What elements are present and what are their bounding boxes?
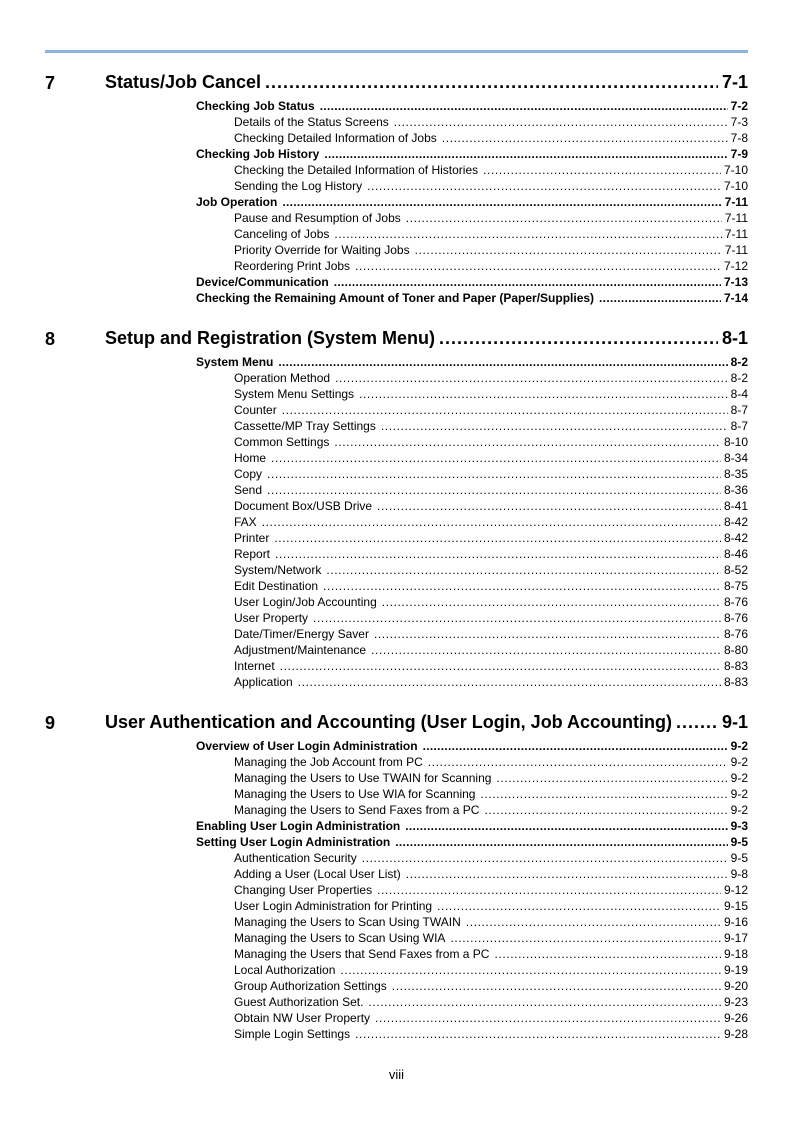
entry-page-number: 8-76	[723, 627, 748, 641]
entry-page-number: 8-76	[723, 611, 748, 625]
chapter-title-line	[105, 70, 748, 96]
chapter-page-number: 7-1	[721, 72, 748, 92]
entry-title: Guest Authorization Set.	[234, 995, 364, 1009]
dot-leader	[282, 402, 728, 418]
entry-title: Send	[234, 483, 263, 497]
entry-title: Application	[234, 675, 293, 689]
dot-leader	[371, 642, 721, 658]
entry-page-number: 9-16	[723, 915, 748, 929]
entry-title: Internet	[234, 659, 275, 673]
entry-title: Copy	[234, 467, 263, 481]
entry-title: User Login Administration for Printing	[234, 899, 433, 913]
entry-title: Document Box/USB Drive	[234, 499, 373, 513]
entry-page-number: 7-12	[723, 259, 748, 273]
toc-subsection-entry[interactable]	[234, 562, 748, 578]
entry-title: Checking the Detailed Information of Histories	[234, 163, 479, 177]
entry-page-number: 9-2	[730, 787, 748, 801]
toc-subsection-entry[interactable]	[234, 674, 748, 690]
toc-entry-list	[0, 98, 793, 306]
entry-title: Printer	[234, 531, 270, 545]
entry-page-number: 8-7	[730, 419, 748, 433]
entry-page-number: 9-23	[723, 995, 748, 1009]
dot-leader	[278, 354, 727, 370]
toc-subsection-entry[interactable]	[234, 898, 748, 914]
toc-section-entry[interactable]	[196, 290, 748, 306]
page-number: viii	[388, 1067, 405, 1082]
dot-leader	[494, 946, 721, 962]
entry-page-number: 7-11	[724, 195, 748, 209]
toc-subsection-entry[interactable]	[234, 882, 748, 898]
toc-entry-list	[0, 738, 793, 1042]
dot-leader	[282, 194, 721, 210]
dot-leader	[324, 146, 727, 162]
entry-page-number: 9-17	[723, 931, 748, 945]
entry-page-number: 8-34	[723, 451, 748, 465]
dot-leader	[382, 594, 721, 610]
toc-subsection-entry[interactable]	[234, 1026, 748, 1042]
dot-leader	[313, 610, 721, 626]
entry-title: Local Authorization	[234, 963, 336, 977]
toc-entry-list	[0, 354, 793, 690]
toc-subsection-entry[interactable]	[234, 978, 748, 994]
toc-subsection-entry[interactable]	[234, 370, 748, 386]
entry-title: Date/Timer/Energy Saver	[234, 627, 369, 641]
toc-subsection-entry[interactable]	[234, 1010, 748, 1026]
entry-page-number: 9-2	[730, 803, 748, 817]
dot-leader	[405, 818, 727, 834]
entry-page-number: 8-7	[730, 403, 748, 417]
entry-page-number: 9-5	[730, 835, 748, 849]
toc-subsection-entry[interactable]	[234, 450, 748, 466]
dot-leader	[484, 802, 727, 818]
entry-title: System/Network	[234, 563, 322, 577]
chapter-title: Status/Job Cancel	[105, 72, 262, 92]
dot-leader	[275, 546, 721, 562]
entry-page-number: 9-5	[730, 851, 748, 865]
dot-leader	[428, 754, 728, 770]
entry-title: Managing the Users that Send Faxes from a PC	[234, 947, 490, 961]
toc-section-entry[interactable]	[196, 146, 748, 162]
dot-leader	[326, 562, 721, 578]
toc-section-entry[interactable]	[196, 738, 748, 754]
toc-subsection-entry[interactable]	[234, 482, 748, 498]
toc-subsection-entry[interactable]	[234, 242, 748, 258]
dot-leader	[377, 498, 721, 514]
entry-title: Operation Method	[234, 371, 331, 385]
dot-leader	[340, 962, 721, 978]
dot-leader	[335, 370, 728, 386]
toc-section-entry[interactable]	[196, 274, 748, 290]
dot-leader	[381, 418, 728, 434]
entry-title: Managing the Users to Scan Using WIA	[234, 931, 446, 945]
toc-subsection-entry[interactable]	[234, 210, 748, 226]
entry-title: Checking Job History	[196, 147, 320, 161]
entry-page-number: 9-18	[723, 947, 748, 961]
toc-subsection-entry[interactable]	[234, 946, 748, 962]
entry-title: Details of the Status Screens	[234, 115, 389, 129]
chapter-heading[interactable]	[0, 70, 793, 96]
entry-page-number: 7-11	[724, 243, 748, 257]
toc-subsection-entry[interactable]	[234, 530, 748, 546]
entry-title: Common Settings	[234, 435, 330, 449]
entry-title: FAX	[234, 515, 257, 529]
dot-leader	[442, 130, 728, 146]
entry-page-number: 7-2	[730, 99, 748, 113]
dot-leader	[368, 994, 721, 1010]
toc-subsection-entry[interactable]	[234, 226, 748, 242]
toc-subsection-entry[interactable]	[234, 866, 748, 882]
entry-title: Managing the Users to Use WIA for Scanning	[234, 787, 476, 801]
toc-section-entry[interactable]	[196, 818, 748, 834]
dot-leader	[395, 834, 727, 850]
entry-title: Simple Login Settings	[234, 1027, 351, 1041]
toc-subsection-entry[interactable]	[234, 994, 748, 1010]
entry-title: User Property	[234, 611, 309, 625]
entry-page-number: 9-2	[730, 771, 748, 785]
dot-leader	[599, 290, 721, 306]
toc-subsection-entry[interactable]	[234, 114, 748, 130]
entry-title: Checking Job Status	[196, 99, 315, 113]
dot-leader	[334, 434, 721, 450]
dot-leader	[355, 258, 721, 274]
dot-leader	[267, 466, 721, 482]
dot-leader	[355, 1026, 721, 1042]
toc-subsection-entry[interactable]	[234, 546, 748, 562]
entry-page-number: 8-4	[730, 387, 748, 401]
toc-subsection-entry[interactable]	[234, 962, 748, 978]
chapter-title-line	[105, 710, 748, 736]
entry-page-number: 7-9	[730, 147, 748, 161]
dot-leader	[320, 98, 728, 114]
toc-subsection-entry[interactable]	[234, 466, 748, 482]
chapter-title: User Authentication and Accounting (User Login, Job Accounting)	[105, 712, 672, 732]
entry-title: Home	[234, 451, 267, 465]
toc-section-entry[interactable]	[196, 834, 748, 850]
entry-page-number: 8-75	[723, 579, 748, 593]
dot-leader	[415, 242, 722, 258]
entry-title: Job Operation	[196, 195, 278, 209]
entry-page-number: 8-41	[723, 499, 748, 513]
chapter-page-number: 9-1	[721, 712, 748, 732]
dot-leader	[375, 1010, 721, 1026]
toc-subsection-entry[interactable]	[234, 754, 748, 770]
entry-title: Cassette/MP Tray Settings	[234, 419, 376, 433]
entry-title: Sending the Log History	[234, 179, 363, 193]
dot-leader	[466, 914, 721, 930]
entry-page-number: 7-11	[724, 211, 748, 225]
entry-title: System Menu Settings	[234, 387, 355, 401]
dot-leader	[374, 626, 721, 642]
entry-page-number: 8-10	[723, 435, 748, 449]
entry-title: Authentication Security	[234, 851, 357, 865]
entry-page-number: 7-11	[724, 227, 748, 241]
entry-title: Adding a User (Local User List)	[234, 867, 401, 881]
entry-page-number: 7-14	[723, 291, 748, 305]
entry-title: Report	[234, 547, 271, 561]
entry-page-number: 8-83	[723, 659, 748, 673]
entry-page-number: 9-3	[730, 819, 748, 833]
dot-leader	[334, 274, 721, 290]
entry-title: Edit Destination	[234, 579, 319, 593]
entry-title: Priority Override for Waiting Jobs	[234, 243, 410, 257]
dot-leader	[367, 178, 721, 194]
entry-page-number: 7-10	[723, 179, 748, 193]
dot-leader	[274, 530, 721, 546]
toc-subsection-entry[interactable]	[234, 642, 748, 658]
entry-page-number: 8-83	[723, 675, 748, 689]
chapter-title-line	[105, 326, 748, 352]
entry-title: Checking the Remaining Amount of Toner and Paper (Paper/Supplies)	[196, 291, 595, 305]
chapter-page-number: 8-1	[721, 328, 748, 348]
entry-page-number: 7-8	[730, 131, 748, 145]
chapter-title: Setup and Registration (System Menu)	[105, 328, 436, 348]
entry-title: User Login/Job Accounting	[234, 595, 377, 609]
entry-title: Changing User Properties	[234, 883, 373, 897]
entry-page-number: 8-76	[723, 595, 748, 609]
entry-page-number: 8-46	[723, 547, 748, 561]
toc-subsection-entry[interactable]	[234, 434, 748, 450]
toc-subsection-entry[interactable]	[234, 498, 748, 514]
toc-subsection-entry[interactable]	[234, 514, 748, 530]
entry-title: Setting User Login Administration	[196, 835, 391, 849]
dot-leader	[450, 930, 721, 946]
toc-subsection-entry[interactable]	[234, 578, 748, 594]
entry-title: Enabling User Login Administration	[196, 819, 401, 833]
dot-leader	[394, 114, 728, 130]
dot-leader	[377, 882, 721, 898]
dot-leader	[423, 738, 728, 754]
chapter-number: 8	[45, 329, 56, 349]
toc-subsection-entry[interactable]	[234, 914, 748, 930]
dot-leader	[267, 482, 721, 498]
entry-page-number: 9-28	[723, 1027, 748, 1041]
entry-title: Counter	[234, 403, 277, 417]
dot-leader	[480, 786, 727, 802]
entry-title: Pause and Resumption of Jobs	[234, 211, 401, 225]
dot-leader	[359, 386, 728, 402]
entry-page-number: 8-42	[723, 515, 748, 529]
entry-page-number: 9-19	[723, 963, 748, 977]
toc-subsection-entry[interactable]	[234, 610, 748, 626]
toc-subsection-entry[interactable]	[234, 130, 748, 146]
entry-title: Canceling of Jobs	[234, 227, 330, 241]
entry-title: Managing the Users to Send Faxes from a PC	[234, 803, 480, 817]
toc-subsection-entry[interactable]	[234, 386, 748, 402]
dot-leader	[439, 326, 718, 350]
chapter-number: 7	[45, 73, 56, 93]
toc-subsection-entry[interactable]	[234, 850, 748, 866]
entry-page-number: 7-13	[723, 275, 748, 289]
toc-subsection-entry[interactable]	[234, 418, 748, 434]
dot-leader	[323, 578, 721, 594]
entry-title: Managing the Users to Scan Using TWAIN	[234, 915, 461, 929]
entry-title: Managing the Job Account from PC	[234, 755, 423, 769]
entry-page-number: 8-2	[730, 355, 748, 369]
entry-page-number: 7-10	[723, 163, 748, 177]
entry-title: System Menu	[196, 355, 274, 369]
toc-section-entry[interactable]	[196, 354, 748, 370]
toc-section-entry[interactable]	[196, 194, 748, 210]
toc-subsection-entry[interactable]	[234, 770, 748, 786]
entry-title: Overview of User Login Administration	[196, 739, 418, 753]
chapter-heading[interactable]	[0, 326, 793, 352]
toc-subsection-entry[interactable]	[234, 258, 748, 274]
chapter-number: 9	[45, 713, 56, 733]
dot-leader	[406, 866, 728, 882]
entry-page-number: 8-42	[723, 531, 748, 545]
entry-title: Managing the Users to Use TWAIN for Scanning	[234, 771, 492, 785]
dot-leader	[271, 450, 721, 466]
entry-page-number: 8-2	[730, 371, 748, 385]
entry-page-number: 9-2	[730, 755, 748, 769]
dot-leader	[496, 770, 727, 786]
dot-leader	[262, 514, 721, 530]
chapter-heading[interactable]	[0, 710, 793, 736]
entry-title: Group Authorization Settings	[234, 979, 387, 993]
toc-subsection-entry[interactable]	[234, 162, 748, 178]
entry-title: Device/Communication	[196, 275, 329, 289]
dot-leader	[392, 978, 721, 994]
entry-page-number: 7-3	[730, 115, 748, 129]
entry-page-number: 9-26	[723, 1011, 748, 1025]
toc-subsection-entry[interactable]	[234, 402, 748, 418]
entry-page-number: 8-52	[723, 563, 748, 577]
toc-subsection-entry[interactable]	[234, 930, 748, 946]
entry-page-number: 9-15	[723, 899, 748, 913]
entry-page-number: 9-8	[730, 867, 748, 881]
toc-subsection-entry[interactable]	[234, 658, 748, 674]
entry-title: Checking Detailed Information of Jobs	[234, 131, 437, 145]
dot-leader	[676, 710, 718, 734]
dot-leader	[483, 162, 721, 178]
entry-page-number: 9-20	[723, 979, 748, 993]
dot-leader	[362, 850, 728, 866]
entry-page-number: 8-80	[723, 643, 748, 657]
toc-subsection-entry[interactable]	[234, 594, 748, 610]
dot-leader	[334, 226, 721, 242]
toc-section-entry[interactable]	[196, 98, 748, 114]
dot-leader	[406, 210, 722, 226]
entry-title: Reordering Print Jobs	[234, 259, 351, 273]
entry-page-number: 8-36	[723, 483, 748, 497]
entry-title: Adjustment/Maintenance	[234, 643, 367, 657]
entry-page-number: 9-12	[723, 883, 748, 897]
toc-subsection-entry[interactable]	[234, 178, 748, 194]
toc-subsection-entry[interactable]	[234, 786, 748, 802]
toc-subsection-entry[interactable]	[234, 626, 748, 642]
entry-page-number: 8-35	[723, 467, 748, 481]
header-rule	[45, 50, 748, 53]
dot-leader	[437, 898, 721, 914]
dot-leader	[280, 658, 721, 674]
entry-title: Obtain NW User Property	[234, 1011, 371, 1025]
toc-subsection-entry[interactable]	[234, 802, 748, 818]
dot-leader	[298, 674, 721, 690]
dot-leader	[265, 70, 718, 94]
entry-page-number: 9-2	[730, 739, 748, 753]
